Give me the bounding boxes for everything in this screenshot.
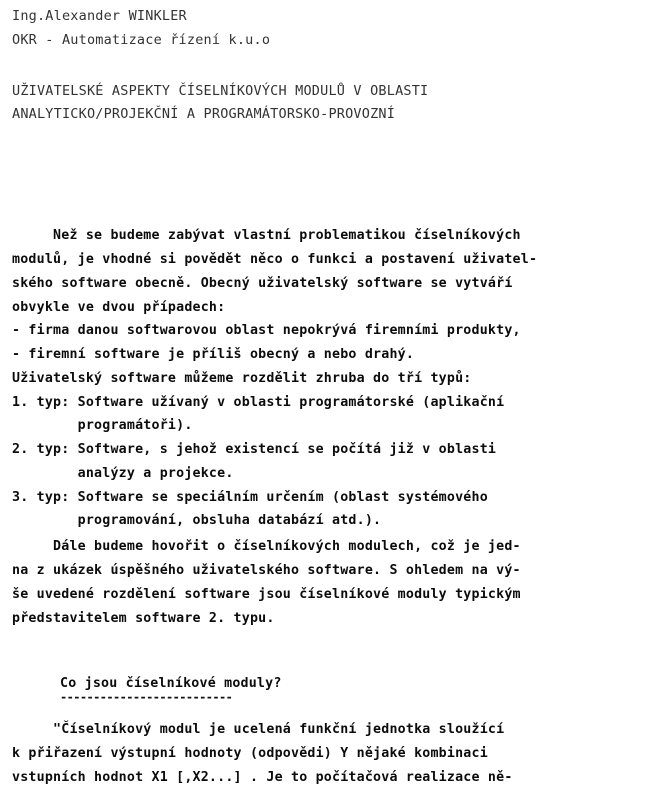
type-item: 3. typ: Software se speciálním určením (oblast systémového xyxy=(12,490,488,505)
type-item: 2. typ: Software, s jehož existencí se počítá již v oblasti xyxy=(12,442,497,457)
body-line: še uvedené rozdělení software jsou číselníkové moduly typickým xyxy=(12,587,521,602)
title-line-2: ANALYTICKO/PROJEKČNÍ A PROGRAMÁTORSKO-PROVOZNÍ xyxy=(12,106,396,122)
type-item-continuation: programování, obsluha databází atd.). xyxy=(12,513,382,528)
department-line: OKR - Automatizace řízení k.u.o xyxy=(12,32,271,48)
list-item: - firma danou softwarovou oblast nepokrývá firemními produkty, xyxy=(12,323,521,338)
body-line: Uživatelský software můžeme rozdělit zhruba do tří typů: xyxy=(12,371,472,386)
title-line-1: UŽIVATELSKÉ ASPEKTY ČÍSELNÍKOVÝCH MODULŮ V OBLASTI xyxy=(12,83,429,99)
body-line: Dále budeme hovořit o číselníkových modulech, což je jed- xyxy=(12,539,521,554)
body-line: představitelem software 2. typu. xyxy=(12,611,275,626)
body-line: modulů, je vhodné si povědět něco o funkci a postavení uživatel- xyxy=(12,252,538,267)
section-heading-underline: -------------------------- xyxy=(60,690,233,704)
type-item: 1. typ: Software užívaný v oblasti programátorské (aplikační xyxy=(12,395,505,410)
section-heading: Co jsou číselníkové moduly? xyxy=(60,676,282,691)
body-line: obvykle ve dvou případech: xyxy=(12,300,226,315)
body-line: na z ukázek úspěšného uživatelského software. S ohledem na vý- xyxy=(12,563,521,578)
list-item: - firemní software je příliš obecný a nebo drahý. xyxy=(12,347,415,362)
author-name: Ing.Alexander WINKLER xyxy=(12,8,187,24)
body-line: "Číselníkový modul je ucelená funkční jednotka sloužící xyxy=(12,722,505,737)
type-item-continuation: analýzy a projekce. xyxy=(12,466,234,481)
type-item-continuation: programátoři). xyxy=(12,418,193,433)
body-line: ského software obecně. Obecný uživatelský software se vytváří xyxy=(12,276,513,291)
body-line: Než se budeme zabývat vlastní problematikou číselníkových xyxy=(12,228,521,243)
body-line: vstupních hodnot X1 [,X2...] . Je to počítačová realizace ně- xyxy=(12,770,513,785)
body-line: k přiřazení výstupní hodnoty (odpovědi) Y nějaké kombinaci xyxy=(12,746,488,761)
